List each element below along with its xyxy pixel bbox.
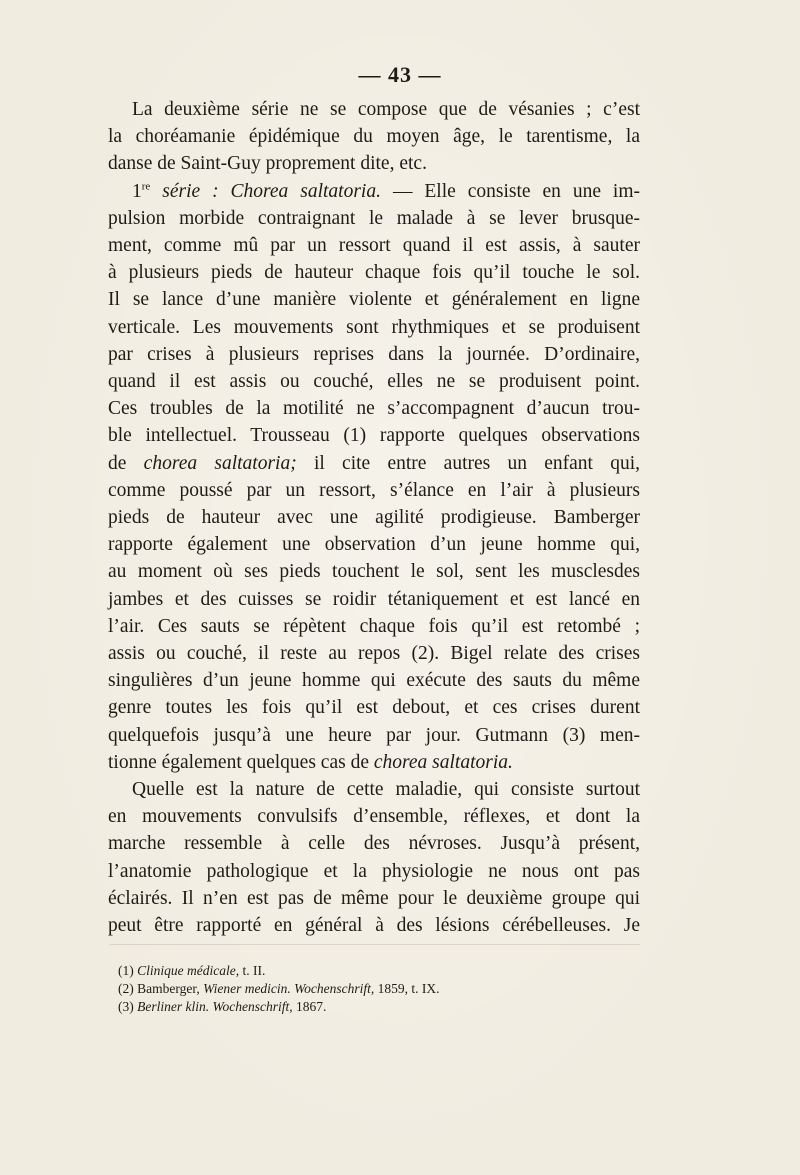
page-number: — 43 — bbox=[358, 62, 442, 87]
italic-term: chorea saltatoria; bbox=[143, 452, 297, 474]
text-line: danse de Saint-Guy proprement dite, etc. bbox=[108, 153, 427, 175]
footnote-2 bbox=[118, 980, 638, 998]
italic-term: chorea saltatoria. bbox=[373, 751, 513, 773]
text-line: ble intellectuel. Trousseau (1) rapporte quelques observations bbox=[108, 425, 640, 447]
text-line: marche ressemble à celle des névroses. Jusqu’à présent, bbox=[108, 833, 640, 855]
text-line: pulsion morbide contraignant le malade à se lever brusque- bbox=[108, 207, 640, 229]
footnotes bbox=[118, 962, 638, 1016]
footnote-title: Clinique médicale, bbox=[137, 963, 240, 978]
text-line: ment, comme mû par un ressort quand il est assis, à sauter bbox=[108, 235, 640, 257]
text-line: verticale. Les mouvements sont rhythmiques et se produisent bbox=[108, 316, 640, 338]
footnote-1 bbox=[118, 962, 638, 980]
text-line: Il se lance d’une manière violente et généralement en ligne bbox=[108, 289, 640, 311]
text-line: comme poussé par un ressort, s’élance en l’air à plusieurs bbox=[108, 479, 640, 501]
text-fragment: il cite entre autres un enfant qui, bbox=[313, 452, 641, 474]
text-line: Ces troubles de la motilité ne s’accompagnent d’aucun trou- bbox=[108, 398, 640, 420]
footnote-title: Wiener medicin. Wochenschrift, bbox=[203, 981, 375, 996]
text-line: pieds de hauteur avec une agilité prodigieuse. Bamberger bbox=[108, 507, 640, 529]
text-line: genre toutes les fois qu’il est debout, et ces crises durent bbox=[108, 697, 640, 719]
text-line: singulières d’un jeune homme qui exécute des sauts du même bbox=[108, 670, 640, 692]
text-line: par crises à plusieurs reprises dans la journée. D’ordinaire, bbox=[108, 343, 640, 365]
footnote-title: Berliner klin. Wochenschrift, bbox=[137, 999, 293, 1014]
body-text bbox=[108, 96, 640, 939]
text-line: la choréamanie épidémique du moyen âge, le tarentisme, la bbox=[108, 126, 640, 148]
series-ordinal: re bbox=[141, 180, 151, 193]
text-line: peut être rapporté en général à des lésions cérébelleuses. Je bbox=[108, 915, 640, 937]
text-line: assis ou couché, il reste au repos (2). Bigel relate des crises bbox=[108, 643, 640, 665]
text-line bbox=[108, 178, 640, 205]
text-line: quelquefois jusqu’à une heure par jour. Gutmann (3) men- bbox=[108, 724, 640, 746]
text-line: éclairés. Il n’en est pas de même pour le deuxième groupe qui bbox=[108, 887, 640, 909]
text-line: quand il est assis ou couché, elles ne se produisent point. bbox=[108, 371, 640, 393]
text-line: La deuxième série ne se compose que de vésanies ; c’est bbox=[132, 99, 640, 120]
text-line: Quelle est la nature de cette maladie, qui consiste surtout bbox=[132, 779, 640, 801]
footnote-author: Bamberger, bbox=[137, 981, 200, 996]
text-fragment: tionne également quelques cas de bbox=[108, 751, 369, 773]
footnote-detail: t. II. bbox=[242, 963, 266, 978]
text-line: en mouvements convulsifs d’ensemble, réflexes, et dont la bbox=[108, 806, 640, 828]
text-line: à plusieurs pieds de hauteur chaque fois qu’il touche le sol. bbox=[108, 262, 640, 284]
text-fragment: — Elle consiste en une im- bbox=[392, 180, 641, 202]
text-line: au moment où ses pieds touchent le sol, sent les musclesdes bbox=[108, 561, 640, 583]
text-line bbox=[108, 450, 640, 477]
footnote-detail: 1859, t. IX. bbox=[377, 981, 440, 996]
series-number: 1 bbox=[132, 180, 142, 202]
footnote-number: (1) bbox=[118, 963, 134, 978]
text-fragment: de bbox=[108, 452, 127, 474]
text-line: l’air. Ces sauts se répètent chaque fois qu’il est retombé ; bbox=[108, 615, 640, 637]
text-line: l’anatomie pathologique et la physiologie ne nous ont pas bbox=[108, 860, 640, 882]
footnote-detail: 1867. bbox=[295, 999, 327, 1014]
footnote-number: (2) bbox=[118, 981, 134, 996]
text-line bbox=[108, 749, 640, 776]
series-title: série : Chorea saltatoria. bbox=[162, 180, 381, 202]
text-line: jambes et des cuisses se roidir tétaniquement et est lancé en bbox=[108, 588, 640, 610]
footnote-divider bbox=[110, 944, 640, 945]
text-line: rapporte également une observation d’un jeune homme qui, bbox=[108, 534, 640, 556]
footnote-3 bbox=[118, 998, 638, 1016]
footnote-number: (3) bbox=[118, 999, 134, 1014]
